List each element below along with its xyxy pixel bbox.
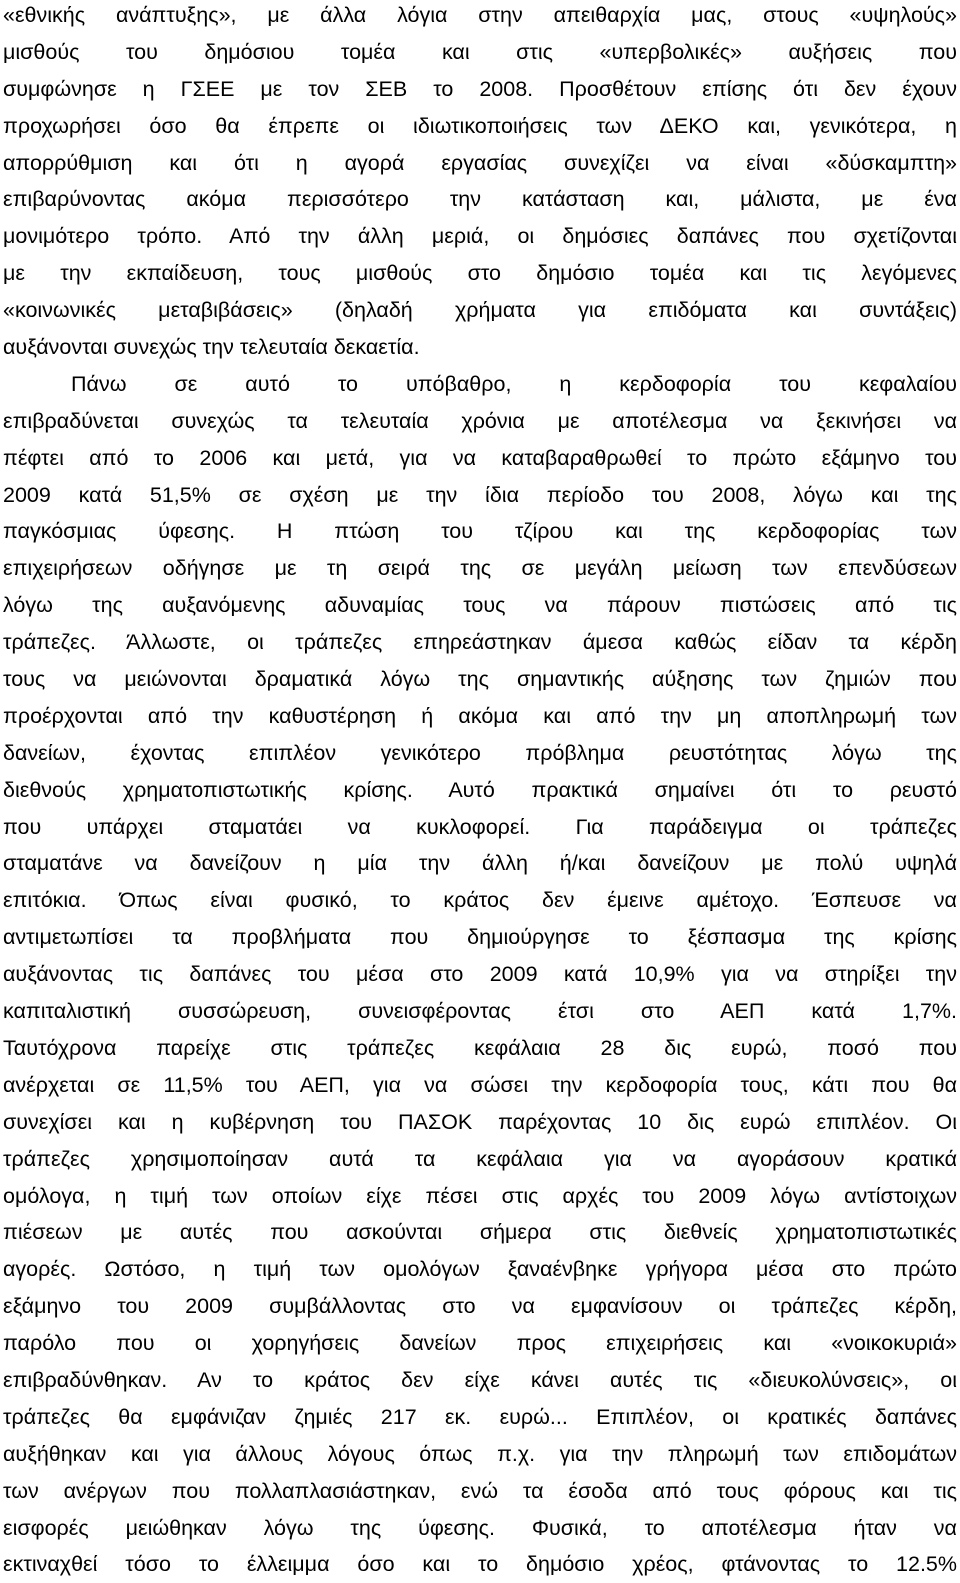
text-line: παγκόσμιας ύφεσης. Η πτώση του τζίρου και της κερδοφορίας των (3, 519, 957, 544)
text-line: αυξήθηκαν και για άλλους λόγους όπως π.χ. για την πληρωμή των επιδομάτων (3, 1441, 957, 1466)
text-line: τράπεζες χρησιμοποίησαν αυτά τα κεφάλαια για να αγοράσουν κρατικά (3, 1146, 957, 1171)
text-line: των ανέργων που πολλαπλασιάστηκαν, ενώ τα έσοδα από τους φόρους και τις (3, 1478, 957, 1503)
text-line: τράπεζες. Άλλωστε, οι τράπεζες επηρεάστηκαν άμεσα καθώς είδαν τα κέρδη (3, 630, 957, 655)
text-line: που υπάρχει σταματάει να κυκλοφορεί. Για παράδειγμα οι τράπεζες (3, 814, 957, 839)
text-line: παρόλο που οι χορηγήσεις δανείων προς επιχειρήσεις και «νοικοκυριά» (3, 1331, 957, 1356)
text-line: «κοινωνικές μεταβιβάσεις» (δηλαδή χρήματα για επιδόματα και συντάξεις) (3, 298, 957, 323)
text-line: εξάμηνο του 2009 συμβάλλοντας στο να εμφανίσουν οι τράπεζες κέρδη, (3, 1294, 957, 1319)
text-line: τράπεζες θα εμφάνιζαν ζημιές 217 εκ. ευρώ... Επιπλέον, οι κρατικές δαπάνες (3, 1404, 957, 1429)
text-line: ανέρχεται σε 11,5% του ΑΕΠ, για να σώσει την κερδοφορία τους, κάτι που θα (3, 1072, 957, 1097)
text-line: επιβραδύνεται συνεχώς τα τελευταία χρόνια με αποτέλεσμα να ξεκινήσει να (3, 408, 957, 433)
text-line: προέρχονται από την καθυστέρηση ή ακόμα και από την μη αποπληρωμή των (3, 703, 957, 728)
text-line: μονιμότερο τρόπο. Από την άλλη μεριά, οι δημόσιες δαπάνες που σχετίζονται (3, 224, 957, 249)
text-line: αυξάνοντας τις δαπάνες του μέσα στο 2009 κατά 10,9% για να στηρίξει την (3, 962, 957, 987)
text-line: επιβαρύνοντας ακόμα περισσότερο την κατάσταση και, μάλιστα, με ένα (3, 187, 957, 212)
text-line: μισθούς του δημόσιου τομέα και στις «υπερβολικές» αυξήσεις που (3, 39, 957, 64)
text-line: συμφώνησε η ΓΣΕΕ με τον ΣΕΒ το 2008. Προσθέτουν επίσης ότι δεν έχουν (3, 76, 957, 101)
text-line: καπιταλιστική συσσώρευση, συνεισφέροντας έτσι στο ΑΕΠ κατά 1,7%. (3, 999, 957, 1024)
text-line: αυξάνονται συνεχώς την τελευταία δεκαετία. (3, 335, 420, 360)
text-line: αντιμετωπίσει τα προβλήματα που δημιούργησε το ξέσπασμα της κρίσης (3, 925, 957, 950)
text-line: πιέσεων με αυτές που ασκούνται σήμερα στις διεθνείς χρηματοπιστωτικές (3, 1220, 957, 1245)
text-line: δανείων, έχοντας επιπλέον γενικότερο πρόβλημα ρευστότητας λόγω της (3, 740, 957, 765)
text-line: σταματάνε να δανείζουν η μία την άλλη ή/και δανείζουν με πολύ υψηλά (3, 851, 957, 876)
text-line: εισφορές μειώθηκαν λόγω της ύφεσης. Φυσικά, το αποτέλεσμα ήταν να (3, 1515, 957, 1540)
text-line: Πάνω σε αυτό το υπόβαθρο, η κερδοφορία του κεφαλαίου (71, 371, 957, 396)
text-line: 2009 κατά 51,5% σε σχέση με την ίδια περίοδο του 2008, λόγω και της (3, 482, 957, 507)
text-line: εκτιναχθεί τόσο το έλλειμμα όσο και το δημόσιο χρέος, φτάνοντας το 12.5% (3, 1552, 957, 1577)
text-line: αγορές. Ωστόσο, η τιμή των ομολόγων ξαναένβηκε γρήγορα μέσα στο πρώτο (3, 1257, 957, 1282)
text-line: ομόλογα, η τιμή των οποίων είχε πέσει στις αρχές του 2009 λόγω αντίστοιχων (3, 1183, 957, 1208)
text-line: επιχειρήσεων οδήγησε με τη σειρά της σε μεγάλη μείωση των επενδύσεων (3, 556, 957, 581)
text-line: λόγω της αυξανόμενης αδυναμίας τους να πάρουν πιστώσεις από τις (3, 593, 957, 618)
text-line: Ταυτόχρονα παρείχε στις τράπεζες κεφάλαια 28 δις ευρώ, ποσό που (3, 1035, 957, 1060)
text-line: απορρύθμιση και ότι η αγορά εργασίας συνεχίζει να είναι «δύσκαμπτη» (3, 150, 957, 175)
text-line: επιτόκια. Όπως είναι φυσικό, το κράτος δεν έμεινε αμέτοχο. Έσπευσε να (3, 888, 957, 913)
text-line: επιβραδύνθηκαν. Αν το κράτος δεν είχε κάνει αυτές τις «διευκολύνσεις», οι (3, 1367, 957, 1392)
paragraph-1 (3, 0, 957, 366)
text-line: διεθνούς χρηματοπιστωτικής κρίσης. Αυτό πρακτικά σημαίνει ότι το ρευστό (3, 777, 957, 802)
text-line: τους να μειώνονται δραματικά λόγω της σημαντικής αύξησης των ζημιών που (3, 667, 957, 692)
paragraph-2 (3, 366, 957, 1583)
text-line: με την εκπαίδευση, τους μισθούς στο δημόσιο τομέα και τις λεγόμενες (3, 261, 957, 286)
text-line: «εθνικής ανάπτυξης», με άλλα λόγια στην απειθαρχία μας, στους «υψηλούς» (3, 3, 957, 27)
text-line: πέφτει από το 2006 και μετά, για να καταβαραθρωθεί το πρώτο εξάμηνο του (3, 445, 957, 470)
text-line: προχωρήσει όσο θα έπρεπε οι ιδιωτικοποιήσεις των ΔΕΚΟ και, γενικότερα, η (3, 113, 957, 138)
text-line: συνεχίσει και η κυβέρνηση του ΠΑΣΟΚ παρέχοντας 10 δις ευρώ επιπλέον. Οι (3, 1109, 957, 1134)
